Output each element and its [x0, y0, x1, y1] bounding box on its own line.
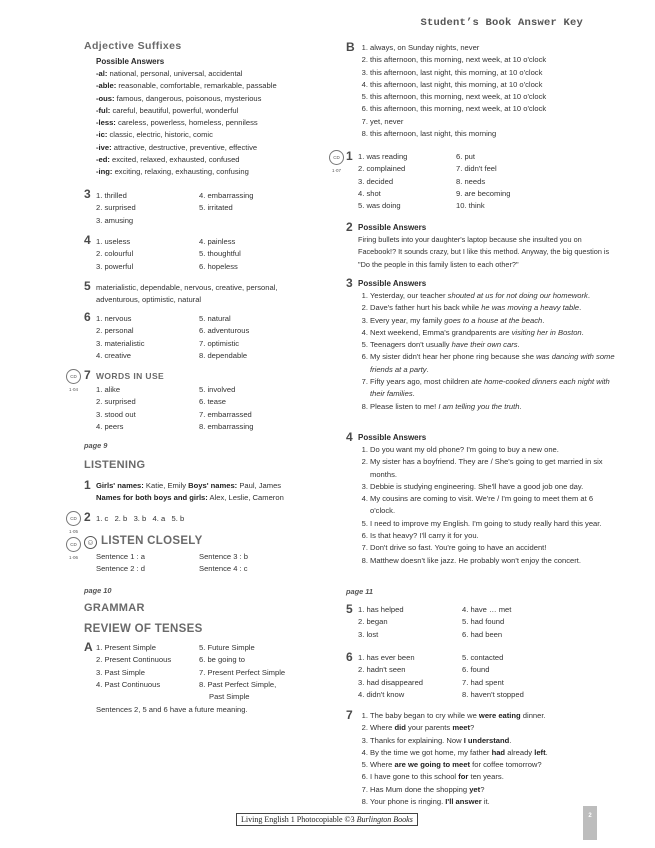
answer-item: 2. complained: [358, 164, 406, 174]
answer-item: 1. thrilled: [96, 191, 127, 200]
suffix-row: [96, 105, 326, 117]
list-item: [358, 542, 620, 554]
list-item: [358, 796, 620, 808]
answer-item: 10. think: [456, 201, 485, 211]
answer-item: 5. thoughtful: [199, 249, 241, 259]
exercise-a-note: Sentences 2, 5 and 6 have a future meaning.: [96, 705, 248, 714]
suffix-key: -al:: [96, 69, 108, 78]
possible-answers-label: Possible Answers: [96, 57, 165, 66]
exercise-r6-answers: [358, 652, 558, 701]
exercise-a-right: [199, 642, 285, 703]
list-item: [358, 771, 620, 783]
tense-item: Past Simple: [209, 692, 250, 702]
list-item: [358, 722, 620, 734]
item-number: 4.: [361, 79, 368, 89]
answer-item: 1. was reading: [358, 152, 408, 161]
suffix-row: [96, 117, 326, 129]
item-number: 2.: [361, 723, 368, 733]
item-text: Fifty years ago, most children: [370, 377, 472, 387]
item-text: Where: [370, 723, 395, 733]
list-item: [358, 710, 620, 722]
answer-item: 2. hadn't seen: [358, 665, 406, 675]
item-number: 2.: [361, 55, 368, 65]
item-answer: he was moving a heavy table: [481, 303, 580, 313]
item-text: ?: [480, 784, 485, 794]
item-text: Is that heavy? I'll carry it for you.: [370, 531, 479, 541]
list-item: [358, 351, 620, 376]
item-number: 8.: [361, 401, 368, 411]
exercise-b-list: [358, 42, 598, 140]
exercise-number: 7: [84, 368, 91, 382]
item-text: Has Mum done the shopping: [370, 784, 470, 794]
exercise-6-answers: [96, 313, 296, 362]
suffix-row: [96, 166, 326, 178]
item-text: .: [412, 389, 415, 399]
answer-item: 5. contacted: [462, 653, 504, 662]
item-answer: have their own cars: [451, 340, 518, 350]
item-number: 4.: [361, 494, 368, 504]
suffix-key: -ous:: [96, 93, 115, 103]
answer-item: 7. didn't feel: [456, 164, 497, 174]
item-number: 6.: [361, 772, 368, 782]
suffix-values: attractive, destructive, preventive, effective: [111, 142, 258, 152]
item-text: Don't drive so fast. You're going to have an accident!: [370, 543, 547, 553]
item-number: 2.: [361, 303, 368, 313]
suffix-values: exciting, relaxing, exhausting, confusing: [112, 167, 249, 177]
list-item: [358, 103, 598, 115]
item-text: this afternoon, this morning, next week, at 10 o'clock: [370, 55, 547, 65]
list-item: [358, 315, 620, 327]
tense-item: 7. Present Perfect Simple: [199, 667, 286, 677]
suffix-list: [96, 68, 326, 179]
suffix-key: -ful:: [96, 105, 111, 115]
possible-answers-label: Possible Answers: [358, 433, 427, 442]
item-answer: had: [491, 747, 506, 757]
exercise-4-answers: [96, 236, 296, 273]
list-item: [358, 401, 620, 413]
item-text: Every year, my family: [370, 315, 445, 325]
page-number: 2: [583, 806, 597, 840]
list-item: [358, 302, 620, 314]
answer-item: 8. needs: [456, 176, 486, 186]
item-number: 8.: [361, 555, 368, 565]
cd-icon: CD 1·06: [66, 537, 81, 552]
cd-icon: CD 1·07: [329, 150, 344, 165]
suffix-values: reasonable, comfortable, remarkable, passable: [116, 81, 277, 91]
exercise-number: 3: [84, 187, 91, 201]
cd-icon: CD 1·05: [66, 511, 81, 526]
item-text: for coffee tomorrow?: [470, 760, 542, 770]
exercise-number: 6: [346, 650, 353, 664]
item-number: 4.: [361, 327, 368, 337]
item-text: .: [542, 315, 545, 325]
exercise-number: 2: [84, 510, 91, 524]
list-item: [358, 555, 620, 567]
list-item: [358, 530, 620, 542]
item-number: 7.: [361, 543, 368, 553]
item-text: it.: [481, 797, 490, 807]
item-text: ?: [470, 723, 475, 733]
item-answer: I understand: [463, 735, 510, 745]
exercise-number: 5: [84, 279, 91, 293]
answer-item: 2. surprised: [96, 397, 136, 407]
item-text: Your phone is ringing.: [370, 797, 446, 807]
item-number: 7.: [361, 377, 368, 387]
answer-item: 7. optimistic: [199, 338, 240, 348]
page-label: page 9: [84, 441, 108, 450]
exercise-number: 1: [346, 149, 353, 163]
exercise-r7-list: [358, 710, 620, 808]
exercise-number: 5: [346, 602, 353, 616]
answer-item: 8. embarrassing: [199, 421, 254, 431]
item-number: 7.: [361, 784, 368, 794]
answer-item: 2. colourful: [96, 249, 134, 259]
suffix-values: excited, relaxed, exhausted, confused: [109, 155, 240, 165]
item-number: 1.: [361, 291, 368, 300]
answer-item: 4. have … met: [462, 605, 512, 614]
answer-item: 6. tease: [199, 397, 227, 407]
item-text: Please listen to me!: [370, 401, 439, 411]
answer-item: 5. involved: [199, 385, 236, 394]
list-item: [358, 444, 620, 456]
suffix-row: [96, 154, 326, 166]
exercise-3-answers: [96, 190, 296, 227]
item-text: already: [505, 747, 535, 757]
item-answer: for: [458, 772, 469, 782]
item-answer: did: [394, 723, 406, 733]
item-number: 3.: [361, 735, 368, 745]
suffix-row: [96, 142, 326, 154]
smiley-icon: ☺: [84, 536, 97, 549]
item-text: .: [545, 747, 548, 757]
item-text: Matthew doesn't like jazz. He probably won't enjoy the concert.: [370, 555, 581, 565]
answer-item: 1. nervous: [96, 314, 132, 323]
suffix-key: -ing:: [96, 167, 113, 177]
item-answer: shouted at us for not doing our homework: [447, 291, 588, 300]
item-number: 4.: [361, 747, 368, 757]
answer-item: 6. found: [462, 665, 490, 675]
answer-item: 5. was doing: [358, 201, 401, 211]
suffix-values: national, personal, universal, accidental: [107, 69, 243, 78]
listening-ex1-line1: Girls' names: Katie, Emily Boys' names: Paul, James: [96, 481, 282, 490]
suffix-row: [96, 93, 326, 105]
list-item: [358, 456, 620, 481]
answer-item: 3. lost: [358, 629, 379, 639]
suffix-row: [96, 129, 326, 141]
item-text: Where: [370, 760, 395, 770]
suffix-row: [96, 68, 326, 80]
list-item: [358, 91, 598, 103]
section-title-adjective-suffixes: Adjective Suffixes: [84, 40, 182, 52]
list-item: [358, 339, 620, 351]
exercise-number: 2: [346, 220, 353, 234]
page-label: page 10: [84, 586, 112, 595]
item-answer: were eating: [478, 711, 521, 720]
exercise-r1-answers: [358, 151, 558, 212]
list-item: [358, 79, 598, 91]
item-answer: ate home-cooked dinners each night with their families: [370, 377, 610, 399]
answer-item: 6. had been: [462, 629, 503, 639]
item-text: My sister didn't hear her phone ring because she: [370, 352, 537, 362]
suffix-values: famous, dangerous, poisonous, mysterious: [114, 93, 262, 103]
suffix-values: classic, electric, historic, comic: [107, 130, 213, 140]
exercise-number: A: [84, 640, 93, 654]
page-label: page 11: [346, 587, 373, 596]
answer-item: 4. shot: [358, 188, 381, 198]
item-answer: I am telling you the truth: [438, 401, 520, 411]
list-item: [358, 54, 598, 66]
tense-item: 3. Past Simple: [96, 667, 145, 677]
item-text: dinner.: [520, 711, 546, 720]
exercise-5-answer: materialistic, dependable, nervous, creative, personal, adventurous, optimistic, natural: [96, 283, 278, 305]
answer-item: 2. began: [358, 617, 388, 627]
sentence-3: Sentence 3 : b: [199, 552, 248, 561]
exercise-number: 7: [346, 708, 353, 722]
suffix-key: -ive:: [96, 142, 112, 152]
item-text: Do you want my old phone? I'm going to buy a new one.: [370, 445, 559, 454]
answer-item: 4. embarrassing: [199, 191, 254, 200]
exercise-a-left: [96, 642, 171, 691]
item-text: My sister has a boyfriend. They are / She's going to get married in six months.: [370, 457, 603, 479]
item-text: By the time we got home, my father: [370, 747, 492, 757]
answer-item: 3. stood out: [96, 409, 136, 419]
item-answer: was dancing with some friends at a party: [370, 352, 615, 374]
item-number: 3.: [361, 315, 368, 325]
answer-item: 3. amusing: [96, 215, 134, 225]
item-text: .: [581, 327, 584, 337]
list-item: [358, 747, 620, 759]
item-answer: meet: [452, 723, 471, 733]
item-text: this afternoon, last night, this morning, at 10 o'clock: [370, 67, 543, 77]
page-header: Student’s Book Answer Key: [420, 17, 583, 29]
tense-item: 6. be going to: [199, 655, 246, 665]
item-number: 5.: [361, 518, 368, 528]
list-item: [358, 735, 620, 747]
item-text: .: [509, 735, 512, 745]
list-item: [358, 116, 598, 128]
list-item: [358, 67, 598, 79]
answer-item: 2. surprised: [96, 203, 136, 213]
item-text: this afternoon, this morning, next week, at 10 o'clock: [370, 92, 547, 102]
list-item: [358, 481, 620, 493]
item-number: 2.: [361, 457, 368, 467]
grammar-title: GRAMMAR: [84, 602, 145, 614]
tense-item: 1. Present Simple: [96, 643, 156, 652]
item-text: yet, never: [370, 116, 404, 126]
item-answer: I'll answer: [445, 797, 482, 807]
item-number: 3.: [361, 67, 368, 77]
item-text: always, on Sunday nights, never: [370, 43, 480, 52]
exercise-number: 6: [84, 310, 91, 324]
possible-answers-label: Possible Answers: [358, 279, 427, 288]
tense-item: 5. Future Simple: [199, 643, 255, 652]
listen-closely-title: LISTEN CLOSELY: [101, 535, 203, 547]
answer-item: 6. adventurous: [199, 326, 250, 336]
item-number: 6.: [361, 352, 368, 362]
item-text: .: [519, 401, 522, 411]
item-text: .: [426, 364, 429, 374]
words-in-use-title: WORDS IN USE: [96, 371, 165, 381]
item-answer: goes to a house at the beach: [444, 315, 543, 325]
suffix-row: [96, 80, 326, 92]
cd-icon: CD 1·04: [66, 369, 81, 384]
answer-item: 3. materialistic: [96, 338, 145, 348]
exercise-number: 3: [346, 276, 353, 290]
answer-item: [199, 215, 296, 227]
item-number: 6.: [361, 104, 368, 114]
answer-item: 5. had found: [462, 617, 505, 627]
answer-item: 4. painless: [199, 237, 236, 246]
sentence-2: Sentence 2 : d: [96, 564, 145, 573]
exercise-number: B: [346, 40, 355, 54]
listening-ex1-line2: Names for both boys and girls: Alex, Leslie, Cameron: [96, 493, 284, 502]
suffix-key: -less:: [96, 118, 116, 128]
list-item: [358, 376, 620, 401]
item-text: .: [579, 303, 582, 313]
item-text: Next weekend, Emma's grandparents: [370, 327, 499, 337]
answer-item: 3. decided: [358, 176, 394, 186]
sentence-4: Sentence 4 : c: [199, 564, 248, 573]
list-item: [358, 290, 620, 302]
exercise-r3-list: [358, 290, 620, 413]
answer-item: 5. irritated: [199, 203, 233, 213]
item-text: Yesterday, our teacher: [370, 291, 448, 300]
exercise-r4-list: [358, 444, 620, 567]
answer-item: 6. put: [456, 152, 475, 161]
item-answer: yet: [469, 784, 481, 794]
list-item: [358, 327, 620, 339]
answer-item: 4. creative: [96, 350, 132, 360]
item-text: this afternoon, this morning, next week, at 10 o'clock: [370, 104, 547, 114]
exercise-r2-answer: Firing bullets into your daughter's laptop because she insulted you on Facebook!? It sounds crazy, but I like this method. Anyway, the big question is "Do the people in this family listen to each other?": [358, 235, 610, 269]
item-text: Dave's father hurt his back while: [370, 303, 482, 313]
item-number: 3.: [361, 481, 368, 491]
answer-item: 7. had spent: [462, 677, 504, 687]
item-answer: are visiting her in Boston: [498, 327, 582, 337]
tense-item: 4. Past Continuous: [96, 679, 161, 689]
item-number: 1.: [361, 711, 368, 720]
item-text: .: [517, 340, 520, 350]
item-text: ten years.: [468, 772, 504, 782]
suffix-key: -ed:: [96, 155, 110, 165]
item-text: Thanks for explaining. Now: [370, 735, 464, 745]
answer-item: 1. has helped: [358, 605, 404, 614]
exercise-7-answers: [96, 384, 296, 433]
answer-item: 3. had disappeared: [358, 677, 424, 687]
answer-item: 8. haven't stopped: [462, 689, 524, 699]
answer-item: 7. embarrassed: [199, 409, 252, 419]
suffix-values: careful, beautiful, powerful, wonderful: [110, 105, 239, 115]
possible-answers-label: Possible Answers: [358, 223, 427, 232]
item-text: .: [587, 291, 590, 300]
listening-title: LISTENING: [84, 459, 146, 471]
item-number: 5.: [361, 92, 368, 102]
answer-item: 8. dependable: [199, 350, 248, 360]
item-text: The baby began to cry while we: [370, 711, 479, 720]
list-item: [358, 493, 620, 518]
item-text: Debbie is studying engineering. She'll have a good job one day.: [370, 481, 584, 491]
exercise-number: 4: [84, 233, 91, 247]
item-text: Teenagers don't usually: [370, 340, 452, 350]
item-text: My cousins are coming to visit. We're / I'm going to meet them at 6 o'clock.: [370, 494, 594, 516]
answer-item: 2. personal: [96, 326, 134, 336]
sentence-1: Sentence 1 : a: [96, 552, 145, 561]
item-text: I need to improve my English. I'm going to study really hard this year.: [370, 518, 602, 528]
tense-item: 8. Past Perfect Simple,: [199, 679, 277, 689]
item-text: this afternoon, last night, this morning: [370, 129, 497, 139]
item-text: your parents: [405, 723, 453, 733]
review-of-tenses-title: REVIEW OF TENSES: [84, 623, 203, 635]
list-item: [358, 518, 620, 530]
answer-item: 1. useless: [96, 237, 131, 246]
footer-copyright: Living English 1 Photocopiable ©3 Burlington Books: [236, 813, 418, 826]
answer-item: 6. hopeless: [199, 261, 238, 271]
suffix-key: -able:: [96, 81, 117, 91]
answer-item: 4. peers: [96, 421, 124, 431]
item-number: 7.: [361, 116, 368, 126]
item-number: 5.: [361, 340, 368, 350]
answer-item: 3. powerful: [96, 261, 134, 271]
item-number: 1.: [361, 445, 368, 454]
item-number: 8.: [361, 797, 368, 807]
item-number: 8.: [361, 129, 368, 139]
item-answer: are we going to meet: [394, 760, 471, 770]
item-number: 1.: [361, 43, 368, 52]
item-answer: left: [534, 747, 546, 757]
tense-item: 2. Present Continuous: [96, 655, 172, 665]
answer-item: 4. didn't know: [358, 689, 405, 699]
listening-ex2-answers: 1. c 2. b 3. b 4. a 5. b: [96, 514, 185, 523]
exercise-number: 4: [346, 430, 353, 444]
suffix-values: careless, powerless, homeless, penniless: [115, 118, 258, 128]
suffix-key: -ic:: [96, 130, 108, 140]
list-item: [358, 42, 598, 54]
exercise-number: 1: [84, 478, 91, 492]
answer-item: 9. are becoming: [456, 188, 511, 198]
exercise-r5-answers: [358, 604, 558, 641]
answer-item: 1. has ever been: [358, 653, 415, 662]
item-number: 6.: [361, 531, 368, 541]
answer-item: 5. natural: [199, 314, 231, 323]
item-text: I have gone to this school: [370, 772, 459, 782]
answer-item: 1. alike: [96, 385, 121, 394]
item-number: 5.: [361, 760, 368, 770]
list-item: [358, 759, 620, 771]
item-text: this afternoon, last night, this morning, at 10 o'clock: [370, 79, 543, 89]
list-item: [358, 784, 620, 796]
list-item: [358, 128, 598, 140]
